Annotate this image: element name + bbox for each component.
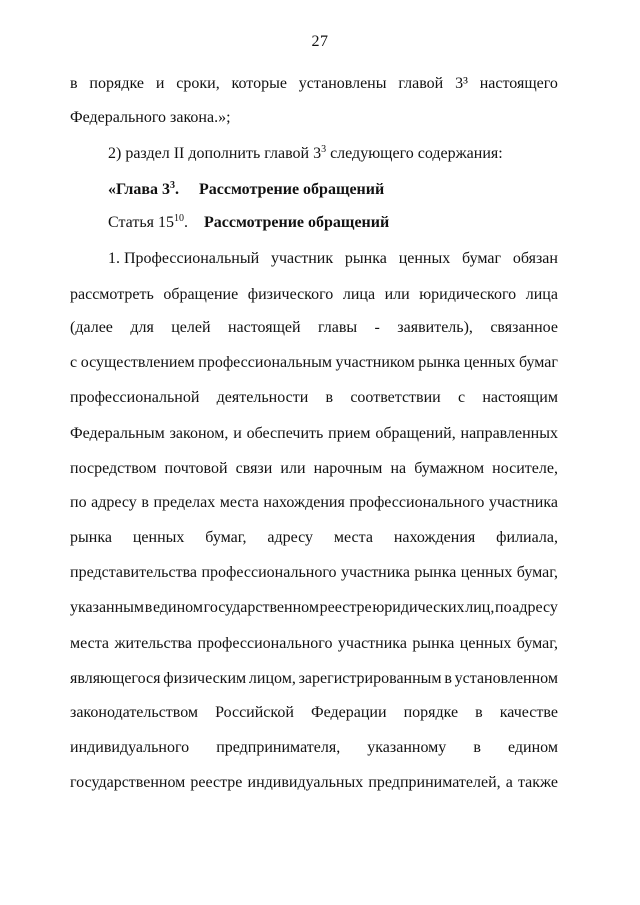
word: участник xyxy=(270,250,334,267)
paragraph-line xyxy=(70,424,558,444)
word: реестре xyxy=(190,774,243,791)
paragraph-line xyxy=(70,528,558,548)
word: настоящей xyxy=(227,319,301,336)
word: осуществлением xyxy=(80,354,195,371)
item-2-text-after: следующего содержания: xyxy=(326,145,503,162)
word: сроки, xyxy=(176,75,220,92)
word: направленных xyxy=(460,425,558,442)
item-2-sup: 3 xyxy=(321,144,327,155)
word: в xyxy=(444,670,452,687)
word: профессионального xyxy=(349,494,485,511)
word: в xyxy=(144,599,153,616)
chapter-sup: 3 xyxy=(170,180,175,191)
word: юридических xyxy=(372,599,465,616)
paragraph-line xyxy=(70,318,558,338)
word: реестре xyxy=(319,599,372,616)
word: места xyxy=(333,529,373,546)
word: участником xyxy=(335,354,415,371)
word: рынка xyxy=(70,529,112,546)
word: индивидуального xyxy=(70,739,190,756)
article-heading xyxy=(108,213,558,233)
word: посредством xyxy=(70,460,157,477)
word: индивидуальных xyxy=(247,774,364,791)
word: и xyxy=(155,75,165,92)
paragraph-line xyxy=(70,493,558,513)
word: лица xyxy=(342,286,376,303)
word: ценных xyxy=(398,250,451,267)
page-number: 27 xyxy=(311,33,329,50)
paragraph-line xyxy=(70,738,558,758)
paragraph-line xyxy=(108,249,558,269)
word: связи xyxy=(235,460,273,477)
word: ценных xyxy=(460,564,513,581)
word: физическим xyxy=(163,670,247,687)
word: профессионального xyxy=(201,564,337,581)
word: бумаг, xyxy=(205,529,247,546)
word: также xyxy=(517,774,558,791)
item-2 xyxy=(108,144,558,164)
word: рынка xyxy=(414,564,457,581)
word: Федерации xyxy=(310,704,387,721)
word: рассмотреть xyxy=(70,286,154,303)
word: и xyxy=(233,425,242,442)
article-sup: 10 xyxy=(173,213,184,224)
word: рынка xyxy=(412,635,455,652)
word: в xyxy=(473,739,481,756)
word: качестве xyxy=(499,704,558,721)
paragraph-line xyxy=(70,285,558,305)
word: предпринимателя, xyxy=(216,739,341,756)
word: жительства xyxy=(114,635,192,652)
word: участника xyxy=(337,635,407,652)
word: ценных xyxy=(459,635,512,652)
word: 3³ xyxy=(455,75,468,92)
word: порядке xyxy=(403,704,459,721)
word: адресу xyxy=(91,494,137,511)
word: настоящего xyxy=(479,75,558,92)
word: являющегося xyxy=(70,670,161,687)
paragraph-line xyxy=(70,669,558,689)
word: порядке xyxy=(89,75,144,92)
word: с xyxy=(457,389,466,406)
word: деятельности xyxy=(216,389,309,406)
word: или xyxy=(280,460,306,477)
word: рынка xyxy=(344,250,387,267)
paragraph-line xyxy=(70,634,558,654)
paragraph-line xyxy=(70,459,558,479)
word: Федеральным xyxy=(70,425,165,442)
word: в xyxy=(475,704,483,721)
word: представительства xyxy=(70,564,198,581)
word: пределах xyxy=(153,494,216,511)
word: предпринимателей, xyxy=(368,774,501,791)
word: прием xyxy=(328,425,371,442)
word: которые xyxy=(231,75,287,92)
word: заявитель), xyxy=(397,319,473,336)
word: физического xyxy=(247,286,334,303)
paragraph-line xyxy=(70,353,558,373)
word: бумажном xyxy=(414,460,485,477)
word: 1. Профессиональный xyxy=(108,250,260,267)
word: едином xyxy=(153,599,203,616)
word: зарегистрированным xyxy=(298,670,442,687)
chapter-heading xyxy=(108,180,558,200)
chapter-title: Рассмотрение обращений xyxy=(199,181,385,198)
word: профессиональной xyxy=(70,389,200,406)
word: с xyxy=(70,354,78,371)
article-prefix: Статья 15 xyxy=(108,214,174,231)
intro-line-2: Федерального закона.»; xyxy=(70,109,231,126)
word: Российской xyxy=(215,704,294,721)
chapter-dot: . xyxy=(175,181,179,198)
word: в xyxy=(325,389,334,406)
word: ценных xyxy=(463,354,516,371)
word: по xyxy=(495,599,512,616)
word: государственном xyxy=(203,599,319,616)
word: лиц, xyxy=(465,599,495,616)
word: лицом, xyxy=(248,670,296,687)
word: лица xyxy=(525,286,558,303)
word: филиала, xyxy=(496,529,558,546)
word: в xyxy=(70,75,78,92)
word: юридического xyxy=(419,286,517,303)
word: бумаг, xyxy=(516,564,558,581)
word: места xyxy=(219,494,259,511)
word: нарочным xyxy=(313,460,383,477)
word: главой xyxy=(398,75,444,92)
word: по xyxy=(70,494,87,511)
word: нахождения xyxy=(263,494,345,511)
word: а xyxy=(505,774,513,791)
word: (далее xyxy=(70,319,113,336)
article-title: Рассмотрение обращений xyxy=(203,214,390,231)
word: указанным xyxy=(70,599,145,616)
word: главы xyxy=(317,319,358,336)
word: едином xyxy=(507,739,558,756)
word: профессионального xyxy=(197,635,333,652)
word: участника xyxy=(488,494,558,511)
word: нахождения xyxy=(393,529,476,546)
word: бумаг xyxy=(462,250,502,267)
word: или xyxy=(384,286,410,303)
paragraph-line xyxy=(70,388,558,408)
word: целей xyxy=(171,319,211,336)
paragraph-line xyxy=(70,773,558,793)
word: установленном xyxy=(454,670,558,687)
paragraph-line xyxy=(70,598,558,618)
article-dot: . xyxy=(183,214,188,231)
word: обращение xyxy=(163,286,239,303)
word: бумаг xyxy=(518,354,558,371)
word: для xyxy=(130,319,154,336)
word: носителе, xyxy=(492,460,558,477)
word: связанное xyxy=(490,319,558,336)
word: установлены xyxy=(298,75,387,92)
word: указанному xyxy=(367,739,447,756)
word: бумаг, xyxy=(516,635,558,652)
word: обеспечить xyxy=(246,425,324,442)
word: ценных xyxy=(132,529,185,546)
chapter-prefix: «Глава 3 xyxy=(108,181,170,198)
paragraph-line xyxy=(70,703,558,723)
word: участника xyxy=(340,564,410,581)
word: обращений, xyxy=(375,425,456,442)
word: законом, xyxy=(169,425,229,442)
word: адресу xyxy=(512,599,558,616)
intro-line-1 xyxy=(70,74,558,94)
word: законодательством xyxy=(70,704,199,721)
word: соответствии xyxy=(350,389,441,406)
word: адресу xyxy=(267,529,314,546)
word: государственном xyxy=(70,774,186,791)
word: почтовой xyxy=(164,460,228,477)
word: места xyxy=(70,635,110,652)
word: профессиональным xyxy=(198,354,332,371)
word: в xyxy=(141,494,149,511)
word: обязан xyxy=(512,250,558,267)
item-2-text-before: 2) раздел II дополнить главой 3 xyxy=(108,145,322,162)
word: настоящим xyxy=(482,389,558,406)
paragraph-line xyxy=(70,563,558,583)
word: на xyxy=(390,460,407,477)
word: - xyxy=(374,319,380,336)
word: рынка xyxy=(418,354,461,371)
